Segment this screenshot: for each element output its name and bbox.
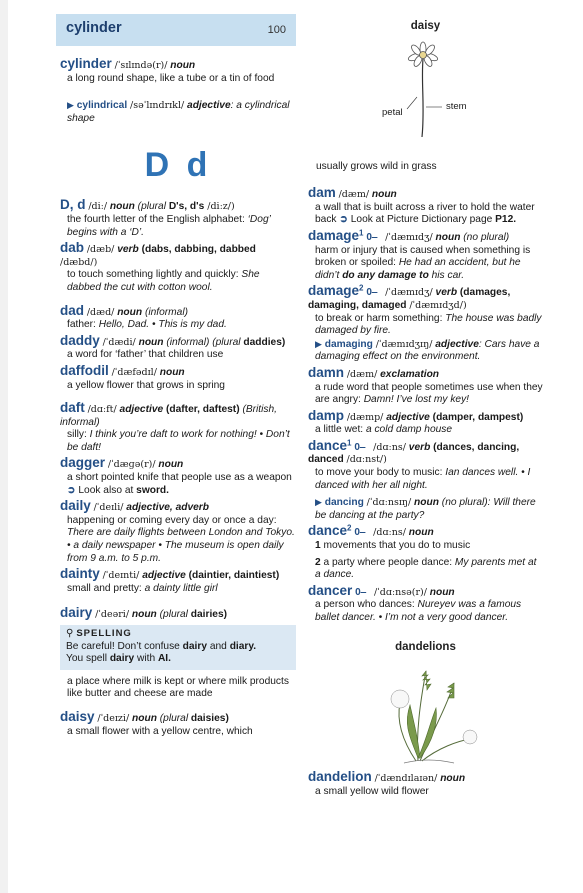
headword: damp xyxy=(308,407,345,423)
example: There are daily flights between London and Tokyo. • a daily newspaper • The museum is open daily from 9 a.m. to 5 p.m. xyxy=(67,527,295,564)
illustration-title-dandelions: dandelions xyxy=(395,640,456,653)
example-collocation: do any damage to xyxy=(342,269,429,281)
dandelion-drawing xyxy=(308,653,543,771)
spelling-note xyxy=(60,625,296,670)
pronunciation: /ˈsɪlɪndə(r)/ xyxy=(114,60,168,71)
headword: D, d xyxy=(60,197,86,213)
grammar-note: (no plural): xyxy=(441,497,491,509)
page-number: 100 xyxy=(267,24,286,36)
definition: a long round shape, like a tube or a tin of food xyxy=(67,72,275,84)
pronunciation: /dɑːft/ xyxy=(87,404,117,416)
pronunciation: /diːz/) xyxy=(204,201,235,213)
part-of-speech: noun xyxy=(170,60,196,71)
headword: daffodil xyxy=(60,362,109,378)
definition xyxy=(315,424,543,437)
example: Nureyev was a famous ballet dancer. • I’m not a very good dancer. xyxy=(315,599,522,623)
definition-text: harm or injury that is caused when something is broken or spoiled: xyxy=(315,244,531,269)
daisy-illustration xyxy=(308,37,543,149)
label-petal: petal xyxy=(382,106,403,118)
pronunciation: /ˈdɑːnsə(r)/ xyxy=(373,586,427,598)
part-of-speech: noun xyxy=(117,306,143,318)
entry-dairy xyxy=(60,607,296,701)
headword: dam xyxy=(308,185,336,201)
pronunciation: /ˈdeɪzi/ xyxy=(97,712,130,724)
pronunciation: /dæb/ xyxy=(86,244,115,256)
spelling-text: with xyxy=(134,653,158,665)
pronunciation: /ˈdæmɪdʒɪŋ/ xyxy=(375,338,433,350)
pronunciation: /ˈdeɪnti/ xyxy=(102,570,140,582)
definition-text: small and pretty: xyxy=(67,582,145,594)
headword: daft xyxy=(60,400,85,416)
key-icon: 0‒ xyxy=(366,287,378,299)
part-of-speech: noun xyxy=(132,712,157,724)
example: : a cylindrical shape xyxy=(67,100,290,124)
definition xyxy=(67,269,296,294)
pronunciation: /dæd/ xyxy=(86,306,115,318)
definition xyxy=(315,467,543,492)
homograph-number: 2 xyxy=(359,283,364,293)
left-column xyxy=(60,58,296,741)
definition xyxy=(315,313,543,338)
pronunciation: /səˈlɪndrɪkl/ xyxy=(130,100,185,112)
cross-reference-icon: ➲ xyxy=(67,484,79,496)
part-of-speech: verb xyxy=(117,244,139,256)
spelling-word: diary. xyxy=(229,640,257,652)
triangle-icon: ▶ xyxy=(315,338,322,349)
grammar-note: (plural xyxy=(159,712,191,724)
grammar-note: (no plural) xyxy=(463,231,510,243)
entry-daffodil xyxy=(60,362,296,392)
cross-reference: Look also at xyxy=(78,484,137,496)
definition xyxy=(315,202,543,227)
derivative xyxy=(315,338,543,364)
sense-number: 2 xyxy=(315,556,321,568)
headword: daddy xyxy=(60,332,100,348)
part-of-speech: adjective xyxy=(386,411,430,423)
page-edge xyxy=(0,0,8,893)
cross-reference-page[interactable]: P12. xyxy=(495,214,517,226)
definition xyxy=(67,319,296,332)
entry-cylinder xyxy=(60,58,296,125)
definition-text: father: xyxy=(67,319,99,331)
grammar-note: (plural xyxy=(137,201,169,213)
spelling-word: dairy xyxy=(109,653,135,665)
inflections: (dafter, daftest) xyxy=(166,404,240,416)
inflections: (damper, dampest) xyxy=(432,411,524,423)
definition-text: a short pointed knife that people use as a weapon xyxy=(67,472,292,484)
headword: daily xyxy=(60,498,91,514)
part-of-speech: noun xyxy=(414,497,439,509)
derived-word: damaging xyxy=(324,338,373,350)
definition-text: the fourth letter of the English alphabet: xyxy=(67,213,248,225)
definition-text: a wall that is built across a river to hold the water back xyxy=(315,201,535,226)
pronunciation: /ˈdæfədɪl/ xyxy=(111,366,157,378)
definition-text: happening or coming every day or once a day: xyxy=(67,514,277,526)
derivative xyxy=(315,496,543,522)
sense-number: 1 xyxy=(315,540,321,552)
grammar-note: (British, informal) xyxy=(60,404,277,428)
triangle-icon: ▶ xyxy=(315,497,322,508)
sense-2 xyxy=(315,557,543,582)
inflections: (dances, dancing, danced xyxy=(308,441,520,466)
headword: dainty xyxy=(60,566,100,582)
definition-text: a person who dances: xyxy=(315,599,418,611)
pronunciation: /ˈdæmɪdʒ/ xyxy=(385,231,433,243)
homograph-number: 1 xyxy=(347,438,352,448)
example: a dainty little girl xyxy=(144,582,218,594)
pronunciation: /dæm/ xyxy=(346,368,378,380)
pronunciation: /ˈdɑːnsɪŋ/ xyxy=(366,497,412,509)
example: He had an accident, but he didn’t xyxy=(315,257,521,281)
key-icon: 0‒ xyxy=(354,441,366,453)
pronunciation: /dæmp/ xyxy=(346,411,384,423)
part-of-speech: adjective xyxy=(119,404,164,416)
entry-dab xyxy=(60,242,296,294)
pronunciation: /dæm/ xyxy=(338,189,370,201)
plural-form: dairies) xyxy=(190,609,228,621)
magnifier-icon: ⚲ xyxy=(66,628,74,639)
part-of-speech: adjective xyxy=(142,570,186,582)
pronunciation: /dɑːnst/) xyxy=(346,454,387,466)
entry-d xyxy=(60,199,296,239)
example: a cold damp house xyxy=(365,424,453,436)
part-of-speech: adjective xyxy=(435,338,479,350)
runner-word: cylinder xyxy=(66,20,122,36)
pronunciation: /ˈdæmɪdʒ/ xyxy=(385,287,433,299)
definition xyxy=(315,382,543,407)
part-of-speech: noun xyxy=(131,609,157,621)
spelling-title: SPELLING xyxy=(76,628,132,639)
entry-daisy xyxy=(60,708,296,738)
definition: a small flower with a yellow centre, which xyxy=(67,725,253,737)
entry-dance-verb xyxy=(308,437,543,523)
pronunciation: /dæbd/) xyxy=(60,256,98,268)
definition xyxy=(315,245,543,283)
spelling-text: and xyxy=(207,640,230,652)
cross-reference-icon: ➲ xyxy=(339,214,351,226)
plural-form: daddies) xyxy=(243,336,286,348)
definition xyxy=(315,599,543,624)
plural-form: D's, d's xyxy=(168,201,205,213)
pronunciation: /dɑːns/ xyxy=(373,441,406,453)
definition-text: a little wet: xyxy=(315,424,366,436)
part-of-speech: noun xyxy=(158,459,184,471)
part-of-speech: noun xyxy=(159,366,185,378)
headword: dad xyxy=(60,302,85,318)
triangle-icon: ▶ xyxy=(67,100,74,111)
part-of-speech: exclamation xyxy=(380,368,440,380)
definition-text: movements that you do to music xyxy=(323,540,471,552)
key-icon: 0‒ xyxy=(354,527,366,539)
entry-daft xyxy=(60,402,296,454)
part-of-speech: noun xyxy=(109,201,135,213)
pronunciation: /ˈdændɪlaɪən/ xyxy=(374,773,438,785)
headword: cylinder xyxy=(60,56,112,71)
spelling-word: dairy xyxy=(182,640,208,652)
derivative xyxy=(67,99,296,125)
entry-damp xyxy=(308,407,543,437)
definition xyxy=(67,214,296,239)
plural-form: daisies) xyxy=(190,712,229,724)
example: Hello, Dad. • This is my dad. xyxy=(98,319,227,331)
definition-text: a party where people dance: xyxy=(323,556,455,568)
definition-text: to move your body to music: xyxy=(315,467,446,479)
part-of-speech: noun xyxy=(138,336,164,348)
pronunciation: /ˈdædi/ xyxy=(102,336,136,348)
part-of-speech: verb xyxy=(435,287,458,299)
entry-daily xyxy=(60,500,296,565)
part-of-speech: noun xyxy=(429,586,455,598)
pronunciation: /diː/ xyxy=(88,201,108,213)
example: : Cars have a damaging effect on the environment. xyxy=(315,338,540,363)
definition xyxy=(67,429,296,454)
daisy-drawing xyxy=(308,37,543,149)
pronunciation: /ˈdeəri/ xyxy=(95,609,130,621)
entry-dance-noun xyxy=(308,525,543,581)
spelling-text: Be careful! Don’t confuse xyxy=(66,640,183,652)
definition: a yellow flower that grows in spring xyxy=(67,379,225,391)
pronunciation: /ˈdæmɪdʒd/) xyxy=(409,299,467,311)
part-of-speech: verb xyxy=(408,441,431,453)
spelling-line-1 xyxy=(66,641,290,654)
definition: a word for ‘father’ that children use xyxy=(67,349,224,361)
definition xyxy=(67,472,296,497)
definition-text: to touch something lightly and quickly: xyxy=(67,269,242,281)
inflections: (damages, damaging, damaged xyxy=(308,287,511,311)
daisy-definition-continued: usually grows wild in grass xyxy=(316,160,437,172)
sense-1 xyxy=(315,540,543,553)
label-stem: stem xyxy=(446,100,467,112)
part-of-speech: noun xyxy=(408,527,434,539)
entry-dandelion xyxy=(308,771,543,798)
cross-reference-word[interactable]: sword. xyxy=(136,484,169,496)
grammar-note: (informal) (plural xyxy=(166,336,241,348)
example: I think you’re daft to work for nothing! • Don’t be daft! xyxy=(67,429,290,453)
entry-damn xyxy=(308,364,543,407)
definition xyxy=(67,515,296,565)
headword: damage xyxy=(308,283,360,299)
part-of-speech: adjective, adverb xyxy=(126,502,209,514)
pronunciation: /dɑːns/ xyxy=(373,527,406,539)
definition-text: silly: xyxy=(67,429,90,441)
headword: dab xyxy=(60,240,85,256)
definition-text: to break or harm something: xyxy=(315,312,446,324)
inflections: (dabs, dabbing, dabbed xyxy=(141,244,256,256)
pronunciation: /ˈdeɪli/ xyxy=(93,502,124,514)
example: his car. xyxy=(428,269,465,281)
part-of-speech: noun xyxy=(435,231,461,243)
definition: a small yellow wild flower xyxy=(315,785,429,797)
part-of-speech: noun xyxy=(440,773,466,785)
derived-word: dancing xyxy=(324,497,364,509)
entry-dainty xyxy=(60,568,296,595)
headword: damn xyxy=(308,364,345,380)
headword: dandelion xyxy=(308,769,372,785)
grammar-note: (informal) xyxy=(144,306,188,318)
running-header xyxy=(56,14,296,46)
entry-dagger xyxy=(60,457,296,497)
headword: damage xyxy=(308,227,360,243)
headword: dagger xyxy=(60,455,106,471)
section-letter: D d xyxy=(144,146,212,185)
example: Will there be dancing at the party? xyxy=(315,497,536,521)
spelling-line-2 xyxy=(66,653,290,666)
headword: dairy xyxy=(60,605,93,621)
key-icon: 0‒ xyxy=(366,231,378,243)
key-icon: 0‒ xyxy=(355,586,367,598)
entry-damage-noun xyxy=(308,227,543,282)
entry-dancer xyxy=(308,582,543,625)
dandelion-illustration xyxy=(308,653,543,771)
part-of-speech: noun xyxy=(371,189,397,201)
example: She dabbed the cut with cotton wool. xyxy=(67,269,260,293)
example: Ian dances well. • I danced with her all night. xyxy=(315,467,531,491)
definition: a place where milk is kept or where milk products like butter and cheese are made xyxy=(67,675,289,700)
right-column xyxy=(308,20,543,801)
example: The house was badly damaged by fire. xyxy=(315,312,542,337)
spelling-word: AI. xyxy=(157,653,171,665)
example: ‘Dog’ begins with a ‘D’. xyxy=(67,213,271,238)
spelling-text: You spell xyxy=(66,653,110,665)
cross-reference: Look at Picture Dictionary page xyxy=(350,214,496,226)
part-of-speech: adjective xyxy=(187,100,231,112)
homograph-number: 2 xyxy=(347,524,352,534)
pronunciation: /ˈdæɡə(r)/ xyxy=(107,459,156,471)
definition xyxy=(67,583,296,596)
headword: daisy xyxy=(60,708,95,724)
entry-dad xyxy=(60,302,296,332)
headword: dancer xyxy=(308,582,353,598)
headword: dance xyxy=(308,523,348,539)
example: My parents met at a dance. xyxy=(315,556,537,581)
example: Damn! I’ve lost my key! xyxy=(363,394,470,406)
entry-daddy xyxy=(60,332,296,362)
homograph-number: 1 xyxy=(359,228,364,238)
grammar-note: (plural xyxy=(159,609,191,621)
definition-text: a rude word that people sometimes use when they are angry: xyxy=(315,381,543,406)
headword: dance xyxy=(308,437,348,453)
entry-dam xyxy=(308,187,543,227)
illustration-title-daisy: daisy xyxy=(410,20,441,32)
inflections: (daintier, daintiest) xyxy=(188,570,280,582)
entry-damage-verb xyxy=(308,285,543,364)
derived-word: cylindrical xyxy=(76,100,128,112)
